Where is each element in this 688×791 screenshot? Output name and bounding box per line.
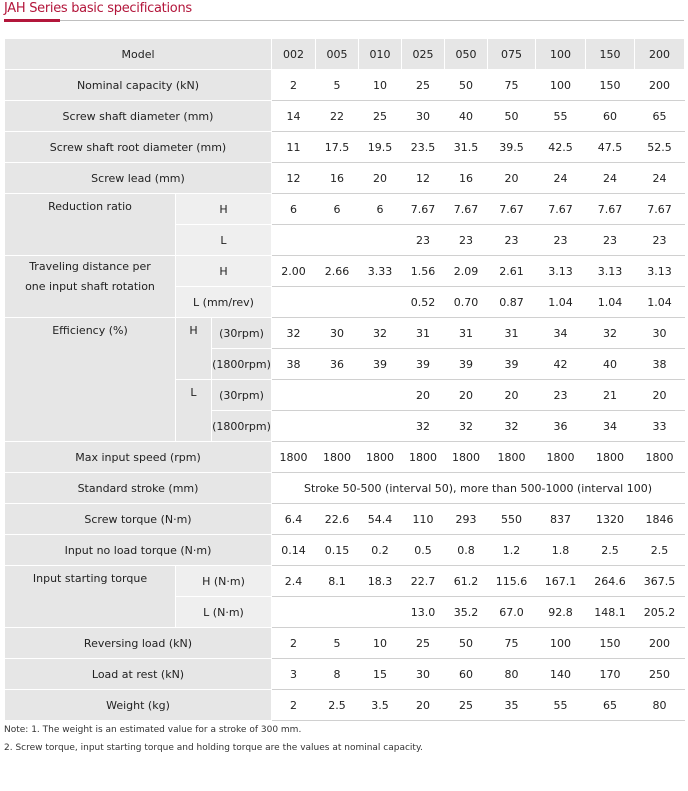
value-cell: 30 xyxy=(402,101,445,132)
value-cell: 24 xyxy=(536,163,586,194)
value-cell: 7.67 xyxy=(402,194,445,225)
value-cell: 167.1 xyxy=(536,566,586,597)
value-cell: 31.5 xyxy=(445,132,488,163)
value-cell xyxy=(272,597,316,628)
value-cell: 110 xyxy=(402,504,445,535)
table-row xyxy=(5,504,685,535)
value-cell: 7.67 xyxy=(635,194,685,225)
header-model-code: 005 xyxy=(316,39,359,70)
value-cell: 20 xyxy=(445,380,488,411)
value-cell: 50 xyxy=(445,628,488,659)
label-line: Traveling distance per xyxy=(29,260,151,273)
value-cell: 36 xyxy=(536,411,586,442)
value-cell: 11 xyxy=(272,132,316,163)
row-label-reduction-ratio: Reduction ratio xyxy=(5,194,176,256)
value-cell: 25 xyxy=(359,101,402,132)
value-cell: 2 xyxy=(272,628,316,659)
value-cell: 24 xyxy=(586,163,635,194)
value-cell: 1800 xyxy=(402,442,445,473)
value-cell: 3.13 xyxy=(635,256,685,287)
value-cell: 31 xyxy=(488,318,536,349)
value-cell: 24 xyxy=(635,163,685,194)
table-row xyxy=(5,101,685,132)
value-cell: 39 xyxy=(488,349,536,380)
row-label-standard-stroke: Standard stroke (mm) xyxy=(5,473,272,504)
standard-stroke-value: Stroke 50-500 (interval 50), more than 500-1000 (interval 100) xyxy=(272,473,685,504)
value-cell: 36 xyxy=(316,349,359,380)
value-cell: 55 xyxy=(536,101,586,132)
notes xyxy=(4,721,423,757)
title-accent-bar xyxy=(4,19,60,22)
value-cell: 25 xyxy=(445,690,488,721)
value-cell xyxy=(359,597,402,628)
value-cell: 23 xyxy=(635,225,685,256)
value-cell: 18.3 xyxy=(359,566,402,597)
value-cell: 1800 xyxy=(488,442,536,473)
value-cell: 23 xyxy=(536,225,586,256)
value-cell: 8.1 xyxy=(316,566,359,597)
table-row xyxy=(5,39,685,70)
sub-label-h: H (N·m) xyxy=(176,566,272,597)
value-cell: 1.2 xyxy=(488,535,536,566)
value-cell: 2 xyxy=(272,690,316,721)
value-cell: 32 xyxy=(445,411,488,442)
value-cell: 264.6 xyxy=(586,566,635,597)
value-cell: 250 xyxy=(635,659,685,690)
value-cell: 19.5 xyxy=(359,132,402,163)
value-cell: 170 xyxy=(586,659,635,690)
value-cell: 32 xyxy=(272,318,316,349)
value-cell: 12 xyxy=(272,163,316,194)
value-cell: 61.2 xyxy=(445,566,488,597)
value-cell: 6.4 xyxy=(272,504,316,535)
value-cell: 205.2 xyxy=(635,597,685,628)
value-cell: 200 xyxy=(635,70,685,101)
value-cell: 54.4 xyxy=(359,504,402,535)
value-cell: 23 xyxy=(586,225,635,256)
header-model-code: 050 xyxy=(445,39,488,70)
value-cell: 30 xyxy=(635,318,685,349)
value-cell: 47.5 xyxy=(586,132,635,163)
value-cell xyxy=(272,225,316,256)
value-cell: 20 xyxy=(402,690,445,721)
value-cell: 100 xyxy=(536,628,586,659)
value-cell: 13.0 xyxy=(402,597,445,628)
value-cell xyxy=(272,287,316,318)
value-cell: 39 xyxy=(445,349,488,380)
value-cell: 34 xyxy=(586,411,635,442)
value-cell: 5 xyxy=(316,70,359,101)
value-cell: 150 xyxy=(586,628,635,659)
value-cell xyxy=(272,380,316,411)
value-cell: 6 xyxy=(316,194,359,225)
value-cell: 50 xyxy=(445,70,488,101)
value-cell xyxy=(316,287,359,318)
title-divider xyxy=(4,20,684,21)
row-label-traveling-distance xyxy=(5,256,176,318)
value-cell xyxy=(359,411,402,442)
value-cell: 65 xyxy=(586,690,635,721)
table-row xyxy=(5,442,685,473)
value-cell: 1.56 xyxy=(402,256,445,287)
value-cell: 2.4 xyxy=(272,566,316,597)
value-cell: 7.67 xyxy=(488,194,536,225)
header-model-code: 010 xyxy=(359,39,402,70)
value-cell: 22.7 xyxy=(402,566,445,597)
sub-label-h: H xyxy=(176,318,212,380)
value-cell: 1800 xyxy=(635,442,685,473)
value-cell: 7.67 xyxy=(445,194,488,225)
row-label-weight: Weight (kg) xyxy=(5,690,272,721)
table-row xyxy=(5,132,685,163)
sub-label-1800rpm: (1800rpm) xyxy=(212,411,272,442)
value-cell: 21 xyxy=(586,380,635,411)
value-cell: 20 xyxy=(402,380,445,411)
value-cell: 16 xyxy=(445,163,488,194)
value-cell xyxy=(316,380,359,411)
value-cell: 32 xyxy=(586,318,635,349)
value-cell: 23.5 xyxy=(402,132,445,163)
table-row xyxy=(5,690,685,721)
table-row xyxy=(5,659,685,690)
value-cell: 50 xyxy=(488,101,536,132)
value-cell: 25 xyxy=(402,628,445,659)
value-cell: 10 xyxy=(359,70,402,101)
row-label-efficiency: Efficiency (%) xyxy=(5,318,176,442)
page-title: JAH Series basic specifications xyxy=(4,1,192,16)
sub-label-l: L (mm/rev) xyxy=(176,287,272,318)
value-cell: 14 xyxy=(272,101,316,132)
value-cell: 22 xyxy=(316,101,359,132)
row-label-input-starting-torque: Input starting torque xyxy=(5,566,176,628)
value-cell: 1800 xyxy=(272,442,316,473)
value-cell: 367.5 xyxy=(635,566,685,597)
value-cell: 23 xyxy=(445,225,488,256)
value-cell: 150 xyxy=(586,70,635,101)
sub-label-30rpm: (30rpm) xyxy=(212,318,272,349)
header-model-code: 200 xyxy=(635,39,685,70)
value-cell: 30 xyxy=(316,318,359,349)
value-cell: 32 xyxy=(359,318,402,349)
value-cell: 35.2 xyxy=(445,597,488,628)
value-cell: 2.5 xyxy=(586,535,635,566)
value-cell: 75 xyxy=(488,70,536,101)
value-cell: 65 xyxy=(635,101,685,132)
header-model-code: 025 xyxy=(402,39,445,70)
value-cell: 1.04 xyxy=(635,287,685,318)
value-cell: 1800 xyxy=(586,442,635,473)
value-cell: 3.13 xyxy=(536,256,586,287)
value-cell: 1.04 xyxy=(536,287,586,318)
table-row xyxy=(5,566,685,597)
value-cell: 20 xyxy=(359,163,402,194)
table-row xyxy=(5,194,685,225)
value-cell: 17.5 xyxy=(316,132,359,163)
value-cell: 20 xyxy=(488,380,536,411)
table-row xyxy=(5,628,685,659)
note-2: 2. Screw torque, input starting torque and holding torque are the values at nominal capacity. xyxy=(4,743,423,753)
value-cell: 2.5 xyxy=(635,535,685,566)
value-cell: 6 xyxy=(359,194,402,225)
value-cell: 31 xyxy=(402,318,445,349)
table-row xyxy=(5,535,685,566)
value-cell: 38 xyxy=(635,349,685,380)
value-cell: 40 xyxy=(586,349,635,380)
value-cell: 115.6 xyxy=(488,566,536,597)
value-cell: 3.13 xyxy=(586,256,635,287)
row-label-screw-shaft-diameter: Screw shaft diameter (mm) xyxy=(5,101,272,132)
value-cell: 837 xyxy=(536,504,586,535)
value-cell: 10 xyxy=(359,628,402,659)
row-label-nominal-capacity: Nominal capacity (kN) xyxy=(5,70,272,101)
value-cell: 2.00 xyxy=(272,256,316,287)
value-cell: 42 xyxy=(536,349,586,380)
value-cell: 550 xyxy=(488,504,536,535)
value-cell: 293 xyxy=(445,504,488,535)
value-cell: 1800 xyxy=(536,442,586,473)
value-cell: 16 xyxy=(316,163,359,194)
row-label-max-input-speed: Max input speed (rpm) xyxy=(5,442,272,473)
spec-table xyxy=(4,38,685,721)
value-cell: 38 xyxy=(272,349,316,380)
value-cell: 1.8 xyxy=(536,535,586,566)
table-row xyxy=(5,256,685,287)
value-cell: 30 xyxy=(402,659,445,690)
value-cell: 20 xyxy=(488,163,536,194)
note-1: Note: 1. The weight is an estimated value for a stroke of 300 mm. xyxy=(4,725,302,735)
sub-label-1800rpm: (1800rpm) xyxy=(212,349,272,380)
value-cell: 34 xyxy=(536,318,586,349)
value-cell: 2.61 xyxy=(488,256,536,287)
value-cell xyxy=(359,380,402,411)
value-cell: 60 xyxy=(445,659,488,690)
sub-label-h: H xyxy=(176,194,272,225)
value-cell: 1800 xyxy=(316,442,359,473)
value-cell: 39 xyxy=(402,349,445,380)
header-model-code: 002 xyxy=(272,39,316,70)
value-cell: 1320 xyxy=(586,504,635,535)
value-cell: 40 xyxy=(445,101,488,132)
table-row xyxy=(5,163,685,194)
value-cell: 33 xyxy=(635,411,685,442)
table-row xyxy=(5,70,685,101)
value-cell: 8 xyxy=(316,659,359,690)
value-cell: 0.52 xyxy=(402,287,445,318)
value-cell: 2.5 xyxy=(316,690,359,721)
value-cell: 60 xyxy=(586,101,635,132)
value-cell: 23 xyxy=(488,225,536,256)
value-cell: 12 xyxy=(402,163,445,194)
value-cell: 2.66 xyxy=(316,256,359,287)
header-model-code: 075 xyxy=(488,39,536,70)
label-line: one input shaft rotation xyxy=(25,280,155,293)
value-cell: 92.8 xyxy=(536,597,586,628)
value-cell xyxy=(272,411,316,442)
value-cell xyxy=(316,411,359,442)
header-model-label: Model xyxy=(5,39,272,70)
value-cell xyxy=(316,225,359,256)
value-cell: 39 xyxy=(359,349,402,380)
header-model-code: 150 xyxy=(586,39,635,70)
row-label-input-no-load-torque: Input no load torque (N·m) xyxy=(5,535,272,566)
row-label-screw-shaft-root-diameter: Screw shaft root diameter (mm) xyxy=(5,132,272,163)
value-cell xyxy=(359,287,402,318)
value-cell xyxy=(359,225,402,256)
value-cell: 1846 xyxy=(635,504,685,535)
value-cell: 75 xyxy=(488,628,536,659)
value-cell: 140 xyxy=(536,659,586,690)
sub-label-h: H xyxy=(176,256,272,287)
value-cell: 42.5 xyxy=(536,132,586,163)
value-cell: 3 xyxy=(272,659,316,690)
value-cell: 3.5 xyxy=(359,690,402,721)
header-model-code: 100 xyxy=(536,39,586,70)
value-cell: 1800 xyxy=(359,442,402,473)
row-label-reversing-load: Reversing load (kN) xyxy=(5,628,272,659)
value-cell: 23 xyxy=(402,225,445,256)
value-cell: 22.6 xyxy=(316,504,359,535)
value-cell: 20 xyxy=(635,380,685,411)
value-cell: 32 xyxy=(488,411,536,442)
table-row xyxy=(5,473,685,504)
value-cell: 2.09 xyxy=(445,256,488,287)
value-cell: 1.04 xyxy=(586,287,635,318)
value-cell: 7.67 xyxy=(536,194,586,225)
row-label-screw-lead: Screw lead (mm) xyxy=(5,163,272,194)
value-cell: 25 xyxy=(402,70,445,101)
value-cell: 0.2 xyxy=(359,535,402,566)
value-cell: 6 xyxy=(272,194,316,225)
row-label-screw-torque: Screw torque (N·m) xyxy=(5,504,272,535)
value-cell: 23 xyxy=(536,380,586,411)
value-cell: 148.1 xyxy=(586,597,635,628)
value-cell: 200 xyxy=(635,628,685,659)
sub-label-l: L xyxy=(176,225,272,256)
row-label-load-at-rest: Load at rest (kN) xyxy=(5,659,272,690)
value-cell: 67.0 xyxy=(488,597,536,628)
value-cell: 3.33 xyxy=(359,256,402,287)
value-cell: 31 xyxy=(445,318,488,349)
value-cell: 2 xyxy=(272,70,316,101)
value-cell: 0.15 xyxy=(316,535,359,566)
value-cell: 5 xyxy=(316,628,359,659)
value-cell: 0.87 xyxy=(488,287,536,318)
value-cell: 100 xyxy=(536,70,586,101)
value-cell: 0.70 xyxy=(445,287,488,318)
value-cell: 0.8 xyxy=(445,535,488,566)
value-cell: 55 xyxy=(536,690,586,721)
value-cell: 32 xyxy=(402,411,445,442)
value-cell xyxy=(316,597,359,628)
value-cell: 35 xyxy=(488,690,536,721)
value-cell: 52.5 xyxy=(635,132,685,163)
value-cell: 80 xyxy=(635,690,685,721)
value-cell: 0.14 xyxy=(272,535,316,566)
table-row xyxy=(5,318,685,349)
value-cell: 7.67 xyxy=(586,194,635,225)
value-cell: 15 xyxy=(359,659,402,690)
value-cell: 0.5 xyxy=(402,535,445,566)
sub-label-l: L (N·m) xyxy=(176,597,272,628)
sub-label-30rpm: (30rpm) xyxy=(212,380,272,411)
value-cell: 1800 xyxy=(445,442,488,473)
value-cell: 80 xyxy=(488,659,536,690)
value-cell: 39.5 xyxy=(488,132,536,163)
sub-label-l: L xyxy=(176,380,212,442)
